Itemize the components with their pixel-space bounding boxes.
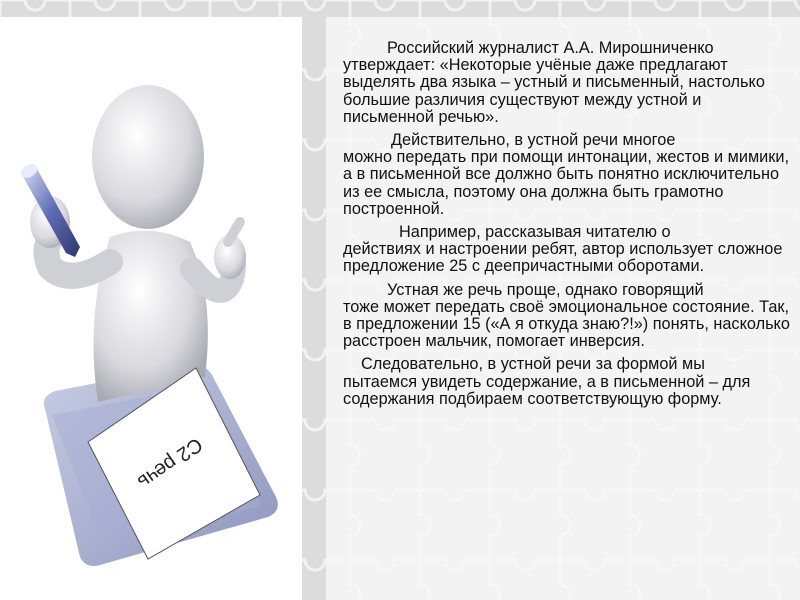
slide-text (343, 40, 793, 414)
paragraph-2-text: можно передать при помощи интонации, жестов и мимики, а в письменной все должно быть понятно исключительно из ее смысла, поэтому она должна быть грамотно построенной. (343, 148, 789, 218)
paragraph-4 (343, 282, 793, 351)
paragraph-1-text: утверждает: «Некоторые учёные даже предлагают выделять два языка – устный и письменный, настолько большие различия существуют между устной и письменной речью». (343, 56, 765, 126)
paragraph-2 (343, 132, 793, 218)
paragraph-1-first-line: Российский журналист А.А. Мирошниченко (387, 39, 714, 57)
paragraph-3-text: действиях и настроении ребят, автор использует сложное предложение 25 с деепричастными оборотами. (343, 240, 783, 276)
paragraph-5 (343, 356, 793, 408)
paper-label: С2 речь (133, 432, 207, 494)
paragraph-4-text: тоже может передать своё эмоциональное состояние. Так, в предложении 15 («А я откуда знаю?!») понять, насколько расстроен мальчик, помогает инверсия. (343, 297, 790, 351)
thinking-figure-illustration (0, 17, 302, 600)
illustration-card (0, 17, 302, 600)
paragraph-3 (343, 224, 793, 276)
paragraph-5-text: пытаемся увидеть содержание, а в письменной – для содержания подбираем соответствующую форму. (343, 372, 751, 408)
paragraph-4-first-line: Устная же речь проще, однако говорящий (387, 280, 704, 299)
paragraph-2-first-line: Действительно, в устной речи многое (391, 131, 676, 150)
paragraph-5-first-line: Следовательно, в устной речи за формой мы (361, 355, 705, 374)
paragraph-1 (343, 40, 793, 126)
paragraph-3-first-line: Например, рассказывая читателю о (399, 223, 671, 242)
